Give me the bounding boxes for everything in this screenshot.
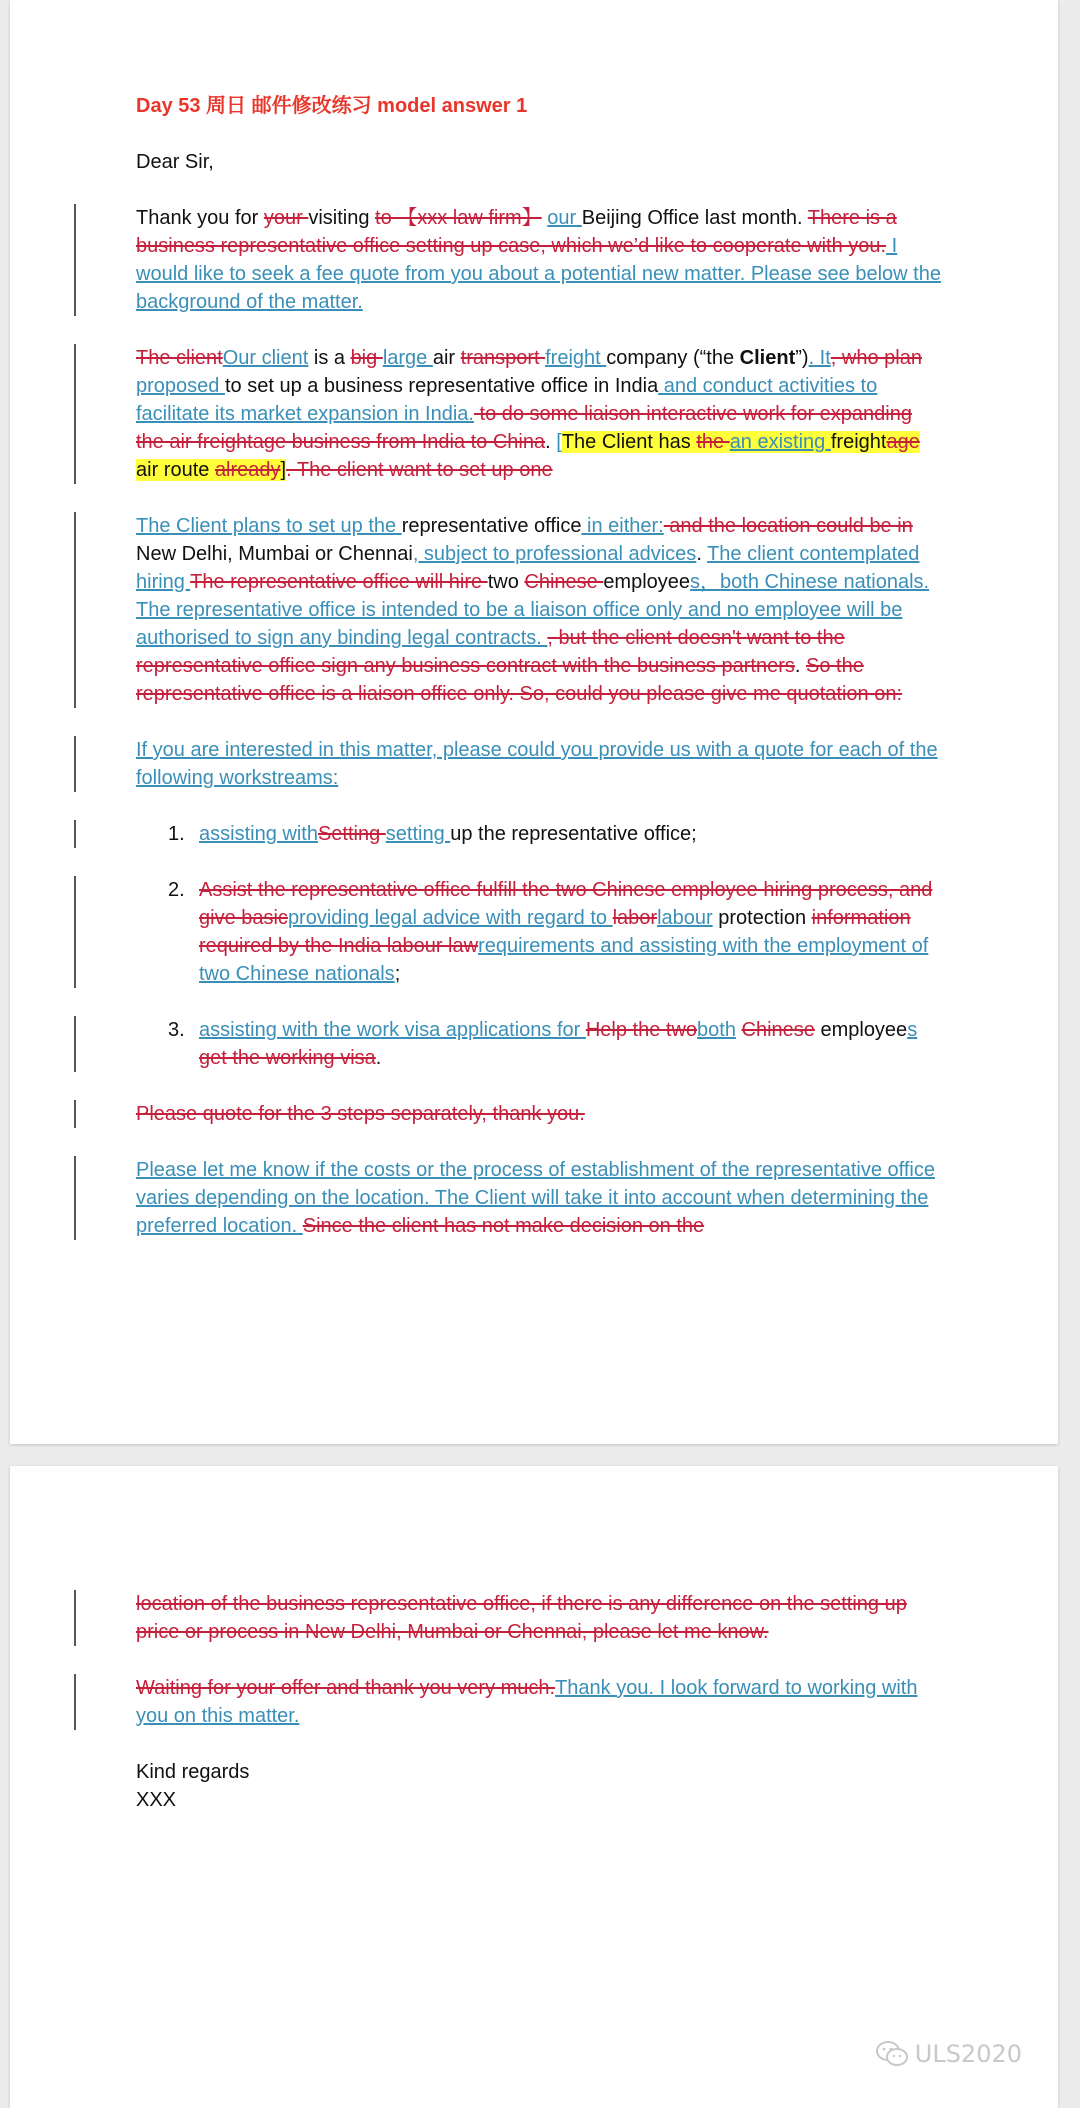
workstream-list xyxy=(136,820,944,1072)
text-run: New Delhi, Mumbai or xyxy=(136,543,339,565)
inserted-text: large xyxy=(382,347,433,369)
inserted-text: s，both Chinese nationals. The representative office is intended to be a liaison office only and no employee will be authorised to sign any binding legal contracts. xyxy=(136,571,930,649)
watermark xyxy=(875,2040,1022,2068)
inserted-text: both xyxy=(697,1019,736,1041)
text-run: ”) xyxy=(795,347,809,369)
inserted-text: our xyxy=(547,207,582,229)
inserted-text: in either: xyxy=(581,515,664,537)
inserted-text: and conduct activities to facilitate its market expansion in India. xyxy=(136,375,878,425)
text-run: to set up a business representative office in India xyxy=(224,375,659,397)
text-run: protection xyxy=(712,907,812,929)
list-item-3 xyxy=(136,1016,944,1072)
bold-text: Client xyxy=(739,347,796,369)
paragraph-location-continued xyxy=(136,1590,944,1646)
highlighted-deleted-text: the xyxy=(696,431,730,453)
list-item-1 xyxy=(136,820,944,848)
deleted-text: There is a business representative office setting up case, which we’d like to cooperate with you. xyxy=(136,207,897,257)
deleted-text: get the working visa xyxy=(199,1047,376,1069)
text-run: ; xyxy=(394,963,401,985)
paragraph-client-background xyxy=(136,344,944,484)
deleted-text: to 【xxx law firm】 xyxy=(375,207,542,229)
highlighted-text: air route xyxy=(136,459,215,481)
text-run: . xyxy=(696,543,708,565)
text-run: Thank you for xyxy=(136,207,264,229)
highlighted-inserted-text: an existing xyxy=(729,431,831,453)
document-page-2 xyxy=(10,1466,1058,2108)
deleted-text: , who plan xyxy=(830,347,922,369)
greeting: Dear Sir, xyxy=(136,151,214,173)
deleted-text: Assist the representative office fulfill the two Chinese employee hiring process, and give basic xyxy=(199,879,933,929)
deleted-text: . The client want to set up one xyxy=(286,459,553,481)
inserted-text: legal advice with regard to xyxy=(374,907,613,929)
paragraph-intro xyxy=(136,204,944,316)
highlighted-text: The Client has xyxy=(561,431,697,453)
deleted-text: big xyxy=(350,347,383,369)
deleted-text: information required by the India labour law xyxy=(199,907,911,957)
wechat-icon xyxy=(875,2040,909,2068)
inserted-text: setting xyxy=(385,823,451,845)
inserted-text: proposed xyxy=(136,375,225,397)
deleted-text: Chinese xyxy=(524,571,604,593)
text-run: up the representative office; xyxy=(450,823,697,845)
list-number: 3. xyxy=(168,1019,185,1041)
list-item-2 xyxy=(136,876,944,988)
watermark-text: ULS2020 xyxy=(914,2040,1022,2068)
text-run: representative office xyxy=(401,515,582,537)
text-run: employee xyxy=(814,1019,908,1041)
deleted-text: transport xyxy=(460,347,546,369)
deleted-text: , but the client doesn't want to the representative office sign any business contract with the business partners xyxy=(136,627,845,677)
list-number: 2. xyxy=(168,879,185,901)
paragraph-separate-steps xyxy=(136,1100,944,1128)
inserted-text: assisting with xyxy=(199,823,318,845)
deleted-text: and the location could be in xyxy=(663,515,913,537)
text-run: Beijing Office last month. xyxy=(581,207,808,229)
text-run: two xyxy=(487,571,525,593)
paragraph-office-location xyxy=(136,512,944,708)
text-run: employee xyxy=(603,571,691,593)
inserted-text: freight xyxy=(545,347,607,369)
deleted-text: Please quote for the 3 steps separately, thank you. xyxy=(136,1103,585,1125)
highlighted-deleted-text: age xyxy=(886,431,920,453)
deleted-text: Setting xyxy=(317,823,386,845)
deleted-text: Waiting for your offer and thank you very much. xyxy=(136,1677,556,1699)
text-run: . xyxy=(794,655,807,677)
inserted-text: If you are interested in this matter, please could you provide us with a quote for each of the following workstreams: xyxy=(136,739,938,789)
deleted-text: Since the client has not make decision on the xyxy=(302,1215,705,1237)
deleted-text: location of the business representative office, if there is any difference on the setting up price or process in New Delhi, Mumbai or Chennai, please let me know. xyxy=(136,1593,907,1643)
text-run: . xyxy=(545,431,557,453)
inserted-text: Please let me know if the costs or the process of establishment of the representative office varies depending on the location. The Client will take it into account when determining the preferred location. xyxy=(136,1159,935,1237)
signature: XXX xyxy=(136,1789,177,1811)
inserted-text: . It xyxy=(808,347,831,369)
paragraph-thanks xyxy=(136,1674,944,1730)
highlighted-text: ] xyxy=(280,459,287,481)
deleted-text: Chinese xyxy=(741,1019,815,1041)
deleted-text: Help the two xyxy=(585,1019,698,1041)
inserted-text: Our client xyxy=(222,347,309,369)
inserted-text: The client contemplated hiring xyxy=(136,543,920,593)
deleted-text: The client xyxy=(136,347,223,369)
page-1-content xyxy=(136,92,944,1268)
deleted-text: to do some liaison interactive work for expanding the air freightage business from India to China xyxy=(136,403,912,453)
text-run: visiting xyxy=(308,207,376,229)
inserted-text: labour xyxy=(657,907,713,929)
inserted-text: providing xyxy=(287,907,375,929)
highlighted-text: freight xyxy=(830,431,887,453)
list-item-text xyxy=(199,823,697,845)
inserted-text: I would like to seek a fee quote from you about a potential new matter. Please see below the background of the matter. xyxy=(136,235,941,313)
deleted-text: The representative office will hire xyxy=(190,571,488,593)
inserted-text: assisting with the work visa applications for xyxy=(199,1019,586,1041)
paragraph-quote-request xyxy=(136,736,944,792)
inserted-text: requirements and assisting with the employment of two Chinese nationals xyxy=(199,935,929,985)
deleted-text: your xyxy=(263,207,309,229)
inserted-text: The Client plans to set up the xyxy=(136,515,402,537)
deleted-text: So the representative office is a liaison office only. So, could you please give me quotation on: xyxy=(136,655,903,705)
deleted-text: labor xyxy=(612,907,658,929)
text-run: is a xyxy=(308,347,351,369)
inserted-text: , subject to professional advices xyxy=(412,543,697,565)
list-item-text xyxy=(199,879,932,985)
list-number: 1. xyxy=(168,823,185,845)
page-2-content xyxy=(136,1590,944,1814)
text-run: Chennai xyxy=(338,543,413,565)
document-page-1 xyxy=(10,0,1058,1444)
inserted-text: Thank you. I look forward to working with you on this matter. xyxy=(136,1677,918,1727)
inserted-text: s xyxy=(907,1019,918,1041)
closing: Kind regards xyxy=(136,1761,250,1783)
text-run: air xyxy=(432,347,461,369)
list-item-text xyxy=(199,1019,917,1069)
text-run: . xyxy=(375,1047,382,1069)
document-title: Day 53 周日 邮件修改练习 model answer 1 xyxy=(136,95,528,117)
text-run: company (“the xyxy=(606,347,740,369)
highlighted-deleted-text: already xyxy=(214,459,281,481)
paragraph-location-costs xyxy=(136,1156,944,1240)
inserted-text: [ xyxy=(556,431,562,453)
